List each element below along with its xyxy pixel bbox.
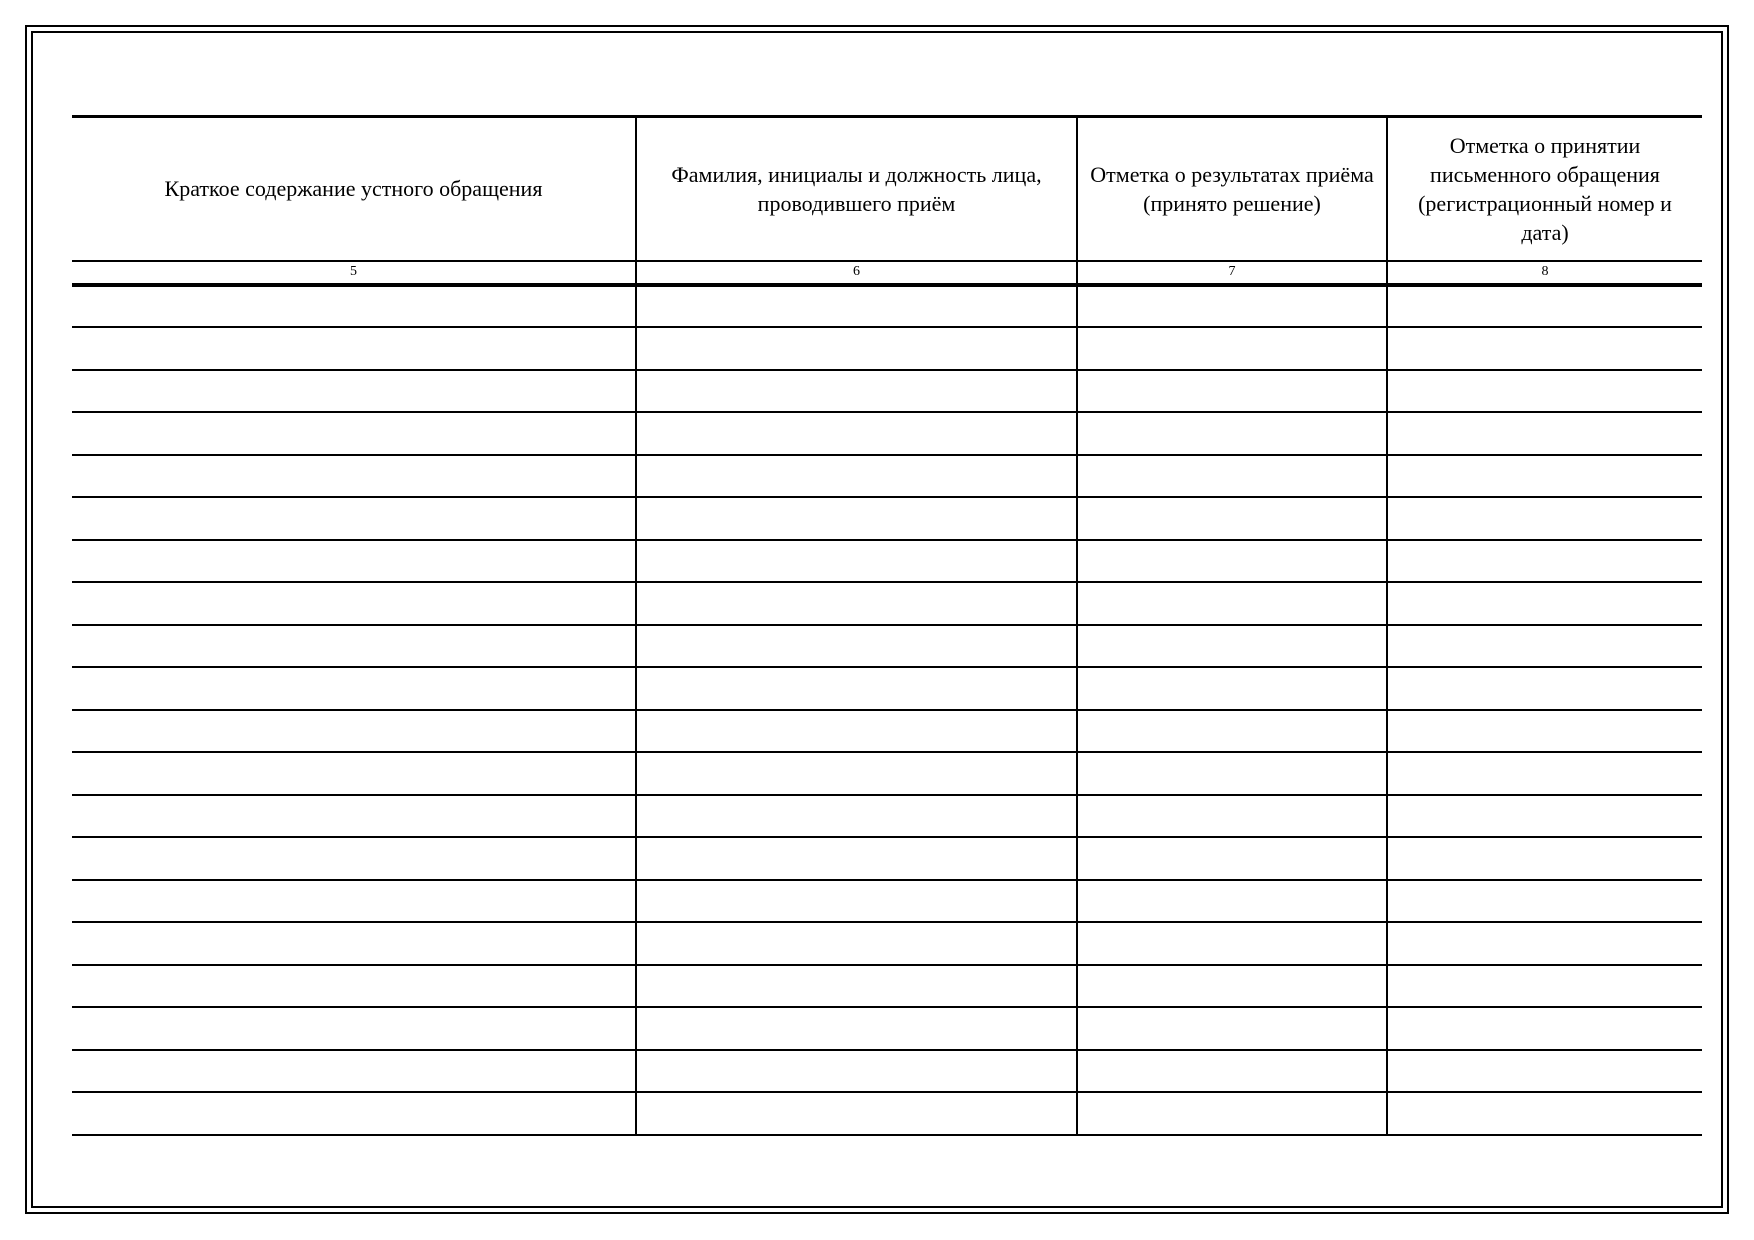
- empty-cell: [636, 837, 1077, 880]
- table-row: [72, 412, 1702, 455]
- empty-cell: [636, 1007, 1077, 1050]
- empty-cell: [72, 710, 636, 753]
- empty-cell: [636, 667, 1077, 710]
- empty-cell: [1387, 710, 1702, 753]
- empty-cell: [636, 327, 1077, 370]
- empty-cell: [72, 327, 636, 370]
- empty-cell: [1077, 752, 1387, 795]
- empty-cell: [72, 370, 636, 413]
- empty-cell: [1387, 795, 1702, 838]
- table-row: [72, 370, 1702, 413]
- empty-cell: [636, 370, 1077, 413]
- empty-cell: [1387, 837, 1702, 880]
- empty-cell: [72, 1092, 636, 1135]
- empty-cell: [1077, 922, 1387, 965]
- empty-cell: [636, 1050, 1077, 1093]
- table-row: [72, 922, 1702, 965]
- empty-cell: [636, 965, 1077, 1008]
- table-row: [72, 965, 1702, 1008]
- empty-cell: [1077, 455, 1387, 498]
- empty-cell: [1077, 880, 1387, 923]
- empty-cell: [1387, 625, 1702, 668]
- empty-cell: [636, 285, 1077, 328]
- empty-cell: [72, 582, 636, 625]
- table-row: [72, 1092, 1702, 1135]
- empty-cell: [1077, 795, 1387, 838]
- empty-cell: [1077, 540, 1387, 583]
- empty-cell: [72, 795, 636, 838]
- table-row: [72, 1007, 1702, 1050]
- empty-cell: [636, 752, 1077, 795]
- empty-cell: [1077, 327, 1387, 370]
- empty-cell: [636, 625, 1077, 668]
- empty-cell: [72, 625, 636, 668]
- empty-cell: [72, 667, 636, 710]
- empty-cell: [1387, 965, 1702, 1008]
- table-row: [72, 582, 1702, 625]
- empty-cell: [1387, 922, 1702, 965]
- empty-cell: [1387, 667, 1702, 710]
- empty-cell: [1077, 1092, 1387, 1135]
- table-row: [72, 667, 1702, 710]
- column-number-row: [72, 261, 1702, 285]
- empty-cell: [72, 922, 636, 965]
- column-number: 6: [636, 261, 1077, 285]
- empty-cell: [1077, 667, 1387, 710]
- empty-cell: [72, 412, 636, 455]
- table-row: [72, 1050, 1702, 1093]
- reception-log-table: [72, 115, 1702, 1136]
- empty-cell: [636, 412, 1077, 455]
- empty-cell: [636, 795, 1077, 838]
- column-header-text: Краткое содержание устного обращения: [164, 176, 543, 202]
- empty-cell: [1387, 497, 1702, 540]
- empty-cell: [1077, 625, 1387, 668]
- empty-cell: [1077, 1050, 1387, 1093]
- header-row: [72, 117, 1702, 261]
- empty-cell: [72, 540, 636, 583]
- empty-cell: [1387, 1092, 1702, 1135]
- table-row: [72, 710, 1702, 753]
- empty-cell: [1077, 370, 1387, 413]
- column-header: [1387, 117, 1702, 261]
- empty-cell: [1387, 412, 1702, 455]
- empty-cell: [72, 880, 636, 923]
- empty-cell: [1077, 497, 1387, 540]
- empty-cell: [636, 497, 1077, 540]
- empty-cell: [72, 285, 636, 328]
- empty-cell: [1387, 1050, 1702, 1093]
- empty-cell: [1077, 837, 1387, 880]
- table-row: [72, 285, 1702, 328]
- empty-cell: [1387, 1007, 1702, 1050]
- table-row: [72, 752, 1702, 795]
- empty-cell: [1387, 880, 1702, 923]
- empty-cell: [72, 965, 636, 1008]
- empty-cell: [1077, 582, 1387, 625]
- table-row: [72, 455, 1702, 498]
- column-number: 7: [1077, 261, 1387, 285]
- empty-cell: [1387, 455, 1702, 498]
- empty-cell: [72, 1007, 636, 1050]
- column-header: [636, 117, 1077, 261]
- empty-cell: [636, 1092, 1077, 1135]
- column-header-text: Отметка о принятии письменного обращения (регистрационный номер и дата): [1418, 132, 1672, 245]
- empty-cell: [1387, 752, 1702, 795]
- table-row: [72, 540, 1702, 583]
- empty-cell: [636, 582, 1077, 625]
- empty-cell: [1077, 412, 1387, 455]
- table-row: [72, 795, 1702, 838]
- empty-cell: [72, 1050, 636, 1093]
- table-row: [72, 625, 1702, 668]
- empty-cell: [636, 540, 1077, 583]
- empty-cell: [72, 455, 636, 498]
- column-header: [72, 117, 636, 261]
- table-row: [72, 880, 1702, 923]
- empty-cell: [72, 752, 636, 795]
- empty-cell: [72, 837, 636, 880]
- empty-cell: [1387, 370, 1702, 413]
- empty-cell: [1077, 1007, 1387, 1050]
- empty-cell: [636, 922, 1077, 965]
- empty-cell: [1387, 540, 1702, 583]
- column-header-text: Отметка о результатах приёма (принято решение): [1090, 161, 1374, 216]
- empty-cell: [1387, 285, 1702, 328]
- column-header: [1077, 117, 1387, 261]
- table-row: [72, 327, 1702, 370]
- empty-cell: [636, 455, 1077, 498]
- empty-cell: [1077, 285, 1387, 328]
- column-header-text: Фамилия, инициалы и должность лица, проводившего приём: [671, 161, 1042, 216]
- empty-cell: [636, 710, 1077, 753]
- column-number: 8: [1387, 261, 1702, 285]
- empty-cell: [1387, 582, 1702, 625]
- column-number: 5: [72, 261, 636, 285]
- empty-cell: [1077, 965, 1387, 1008]
- empty-cell: [72, 497, 636, 540]
- table-row: [72, 837, 1702, 880]
- empty-cell: [636, 880, 1077, 923]
- empty-cell: [1387, 327, 1702, 370]
- table-row: [72, 497, 1702, 540]
- empty-cell: [1077, 710, 1387, 753]
